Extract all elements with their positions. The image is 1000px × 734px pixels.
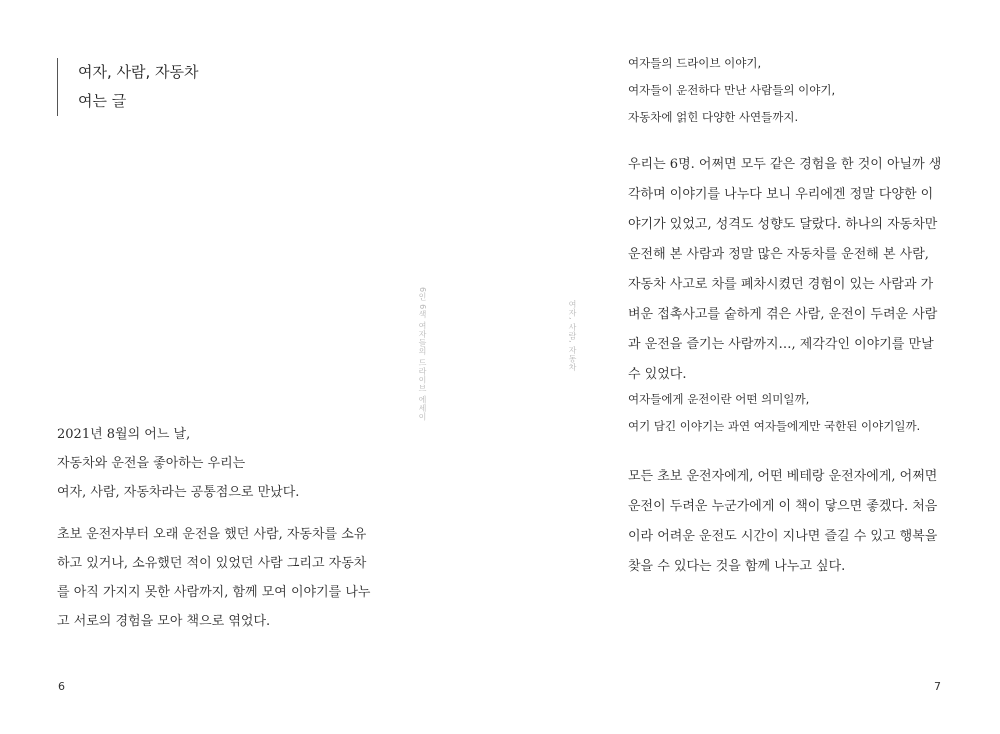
text-line: 초보 운전자부터 오래 운전을 했던 사람, 자동차를 소유 — [57, 527, 367, 542]
text-line: 자동차에 얽힌 다양한 사연들까지. — [628, 110, 799, 124]
text-line: 찾을 수 있다는 것을 함께 나누고 싶다. — [628, 559, 846, 574]
running-header-left: 6인 6색 여자들의 드라이브 에세이 — [418, 287, 427, 421]
text-line: 여자들에게 운전이란 어떤 의미일까, — [628, 392, 810, 406]
text-line: 자동차와 운전을 좋아하는 우리는 — [57, 456, 246, 471]
text-line: 수 있었다. — [628, 367, 687, 382]
members-paragraph — [57, 520, 370, 636]
text-line: 이라 어려운 운전도 시간이 지나면 즐길 수 있고 행복을 — [628, 529, 938, 544]
text-line: 여자들의 드라이브 이야기, — [628, 56, 762, 70]
running-header-right: 여자, 사람, 자동차 — [568, 300, 577, 372]
page-number-right: 7 — [934, 680, 941, 693]
text-line: 과 운전을 즐기는 사람까지…, 제각각인 이야기를 만날 — [628, 337, 934, 352]
text-line: 여기 담긴 이야기는 과연 여자들에게만 국한된 이야기일까. — [628, 419, 921, 433]
heading-subtitle: 여는 글 — [78, 92, 127, 110]
text-line: 야기가 있었고, 성격도 성향도 달랐다. 하나의 자동차만 — [628, 217, 938, 232]
text-line: 여자, 사람, 자동차라는 공통점으로 만났다. — [57, 485, 300, 500]
text-line: 모든 초보 운전자에게, 어떤 베테랑 운전자에게, 어쩌면 — [628, 469, 938, 484]
intro-lines — [628, 50, 835, 131]
text-line: 운전이 두려운 누군가에게 이 책이 닿으면 좋겠다. 처음 — [628, 499, 938, 514]
text-line: 벼운 접촉사고를 숱하게 겪은 사람, 운전이 두려운 사람 — [628, 307, 938, 322]
text-line: 자동차 사고로 차를 폐차시켰던 경험이 있는 사람과 가 — [628, 277, 934, 292]
right-page — [500, 0, 1000, 734]
page-number-left: 6 — [58, 680, 65, 693]
story-paragraph — [628, 150, 941, 390]
text-line: 하고 있거나, 소유했던 적이 있었던 사람 그리고 자동차 — [57, 556, 367, 571]
text-line: 고 서로의 경험을 모아 책으로 엮었다. — [57, 614, 271, 629]
text-line: 2021년 8월의 어느 날, — [57, 427, 191, 442]
text-line: 각하며 이야기를 나누다 보니 우리에겐 정말 다양한 이 — [628, 187, 934, 202]
chapter-heading — [57, 58, 199, 116]
question-lines — [628, 386, 920, 440]
text-line: 를 아직 가지지 못한 사람까지, 함께 모여 이야기를 나누 — [57, 585, 371, 600]
heading-title: 여자, 사람, 자동차 — [78, 63, 199, 81]
opening-paragraph — [57, 420, 299, 507]
text-line: 운전해 본 사람과 정말 많은 자동차를 운전해 본 사람, — [628, 247, 929, 262]
text-line: 우리는 6명. 어쩌면 모두 같은 경험을 한 것이 아닐까 생 — [628, 157, 942, 172]
text-line: 여자들이 운전하다 만난 사람들의 이야기, — [628, 83, 836, 97]
closing-paragraph — [628, 462, 937, 582]
